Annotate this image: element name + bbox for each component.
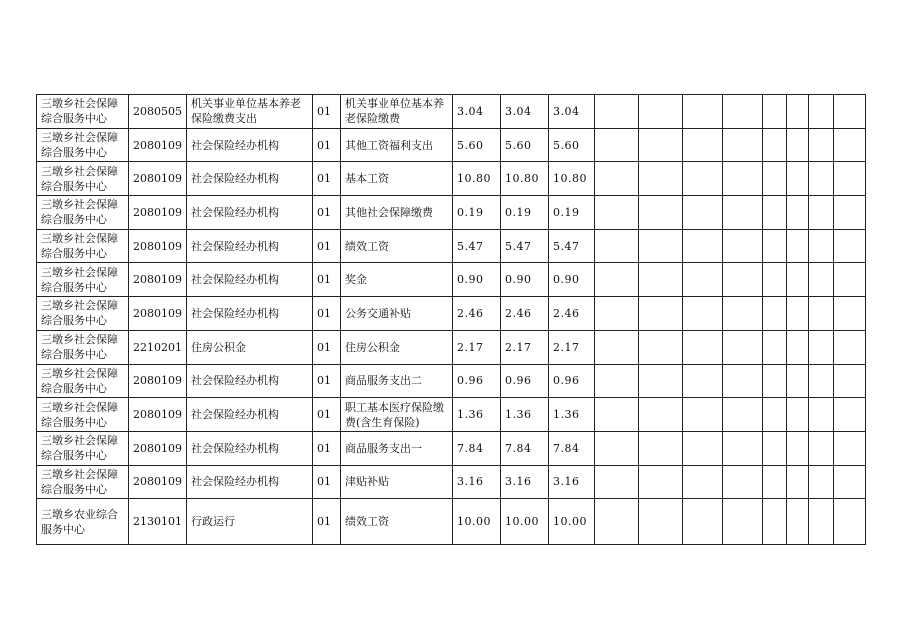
table-row [37, 95, 866, 129]
table-row [37, 364, 866, 398]
empty-cell [809, 465, 834, 499]
amount-cell-2: 10.80 [501, 162, 549, 196]
economic-code-cell: 01 [313, 162, 341, 196]
table-body [37, 95, 866, 545]
empty-cell [763, 95, 787, 129]
economic-code-cell: 01 [313, 95, 341, 129]
amount-cell-3: 1.36 [549, 398, 595, 432]
empty-cell [834, 162, 866, 196]
amount-cell-2: 2.46 [501, 297, 549, 331]
empty-cell [834, 330, 866, 364]
economic-code-cell: 01 [313, 364, 341, 398]
function-name-cell: 社会保险经办机构 [187, 162, 313, 196]
economic-code-cell: 01 [313, 398, 341, 432]
empty-cell [809, 297, 834, 331]
empty-cell [763, 196, 787, 230]
empty-cell [787, 196, 809, 230]
empty-cell [809, 162, 834, 196]
economic-code-cell: 01 [313, 330, 341, 364]
economic-name-cell: 商品服务支出二 [341, 364, 453, 398]
amount-cell-3: 5.47 [549, 229, 595, 263]
economic-name-cell: 绩效工资 [341, 499, 453, 545]
function-code-cell: 2080109 [129, 465, 187, 499]
empty-cell [683, 431, 723, 465]
function-name-cell: 行政运行 [187, 499, 313, 545]
empty-cell [723, 128, 763, 162]
economic-code-cell: 01 [313, 297, 341, 331]
economic-name-cell: 津贴补贴 [341, 465, 453, 499]
amount-cell-3: 3.16 [549, 465, 595, 499]
empty-cell [683, 162, 723, 196]
empty-cell [787, 330, 809, 364]
function-code-cell: 2080109 [129, 229, 187, 263]
table-row [37, 297, 866, 331]
empty-cell [763, 499, 787, 545]
empty-cell [683, 128, 723, 162]
amount-cell-2: 0.96 [501, 364, 549, 398]
org-cell: 三墩乡社会保障综合服务中心 [37, 263, 129, 297]
empty-cell [683, 364, 723, 398]
empty-cell [809, 330, 834, 364]
amount-cell-1: 10.00 [453, 499, 501, 545]
empty-cell [639, 499, 683, 545]
org-cell: 三墩乡社会保障综合服务中心 [37, 364, 129, 398]
empty-cell [787, 162, 809, 196]
economic-code-cell: 01 [313, 229, 341, 263]
empty-cell [683, 499, 723, 545]
amount-cell-3: 10.00 [549, 499, 595, 545]
table-row [37, 162, 866, 196]
empty-cell [639, 364, 683, 398]
empty-cell [595, 364, 639, 398]
empty-cell [595, 95, 639, 129]
empty-cell [683, 263, 723, 297]
function-code-cell: 2080109 [129, 398, 187, 432]
function-name-cell: 住房公积金 [187, 330, 313, 364]
amount-cell-1: 0.19 [453, 196, 501, 230]
empty-cell [809, 95, 834, 129]
empty-cell [595, 263, 639, 297]
amount-cell-2: 1.36 [501, 398, 549, 432]
org-cell: 三墩乡社会保障综合服务中心 [37, 431, 129, 465]
empty-cell [787, 364, 809, 398]
economic-code-cell: 01 [313, 263, 341, 297]
table-row [37, 330, 866, 364]
table-row [37, 196, 866, 230]
empty-cell [834, 95, 866, 129]
function-name-cell: 社会保险经办机构 [187, 465, 313, 499]
empty-cell [639, 162, 683, 196]
amount-cell-3: 3.04 [549, 95, 595, 129]
amount-cell-1: 0.90 [453, 263, 501, 297]
empty-cell [834, 398, 866, 432]
empty-cell [763, 330, 787, 364]
empty-cell [834, 297, 866, 331]
empty-cell [787, 128, 809, 162]
function-name-cell: 社会保险经办机构 [187, 297, 313, 331]
empty-cell [723, 196, 763, 230]
amount-cell-3: 2.17 [549, 330, 595, 364]
empty-cell [763, 162, 787, 196]
table-row [37, 431, 866, 465]
economic-name-cell: 基本工资 [341, 162, 453, 196]
budget-table [36, 94, 866, 545]
org-cell: 三墩乡社会保障综合服务中心 [37, 162, 129, 196]
empty-cell [834, 263, 866, 297]
empty-cell [834, 465, 866, 499]
amount-cell-3: 2.46 [549, 297, 595, 331]
function-code-cell: 2080109 [129, 431, 187, 465]
economic-code-cell: 01 [313, 128, 341, 162]
empty-cell [723, 162, 763, 196]
empty-cell [639, 128, 683, 162]
empty-cell [834, 196, 866, 230]
empty-cell [595, 465, 639, 499]
amount-cell-1: 3.04 [453, 95, 501, 129]
org-cell: 三墩乡社会保障综合服务中心 [37, 297, 129, 331]
empty-cell [595, 330, 639, 364]
amount-cell-3: 7.84 [549, 431, 595, 465]
economic-name-cell: 商品服务支出一 [341, 431, 453, 465]
empty-cell [683, 196, 723, 230]
empty-cell [809, 431, 834, 465]
empty-cell [639, 196, 683, 230]
economic-code-cell: 01 [313, 196, 341, 230]
empty-cell [763, 398, 787, 432]
empty-cell [595, 128, 639, 162]
amount-cell-2: 3.04 [501, 95, 549, 129]
function-name-cell: 社会保险经办机构 [187, 229, 313, 263]
amount-cell-1: 2.17 [453, 330, 501, 364]
empty-cell [723, 95, 763, 129]
empty-cell [809, 364, 834, 398]
empty-cell [723, 364, 763, 398]
economic-name-cell: 职工基本医疗保险缴费(含生育保险) [341, 398, 453, 432]
amount-cell-1: 10.80 [453, 162, 501, 196]
empty-cell [723, 263, 763, 297]
amount-cell-3: 10.80 [549, 162, 595, 196]
empty-cell [639, 95, 683, 129]
table-row [37, 499, 866, 545]
economic-name-cell: 奖金 [341, 263, 453, 297]
empty-cell [639, 229, 683, 263]
empty-cell [723, 499, 763, 545]
empty-cell [787, 229, 809, 263]
function-name-cell: 社会保险经办机构 [187, 431, 313, 465]
empty-cell [763, 431, 787, 465]
empty-cell [834, 499, 866, 545]
function-code-cell: 2080109 [129, 162, 187, 196]
empty-cell [639, 263, 683, 297]
function-code-cell: 2080505 [129, 95, 187, 129]
empty-cell [639, 431, 683, 465]
function-name-cell: 社会保险经办机构 [187, 398, 313, 432]
empty-cell [683, 398, 723, 432]
economic-name-cell: 其他社会保障缴费 [341, 196, 453, 230]
empty-cell [787, 263, 809, 297]
empty-cell [763, 465, 787, 499]
function-code-cell: 2080109 [129, 128, 187, 162]
org-cell: 三墩乡社会保障综合服务中心 [37, 229, 129, 263]
empty-cell [834, 364, 866, 398]
empty-cell [683, 465, 723, 499]
empty-cell [787, 398, 809, 432]
empty-cell [723, 229, 763, 263]
function-code-cell: 2080109 [129, 196, 187, 230]
function-name-cell: 社会保险经办机构 [187, 263, 313, 297]
function-name-cell: 社会保险经办机构 [187, 196, 313, 230]
empty-cell [723, 330, 763, 364]
org-cell: 三墩乡社会保障综合服务中心 [37, 330, 129, 364]
amount-cell-2: 2.17 [501, 330, 549, 364]
economic-code-cell: 01 [313, 499, 341, 545]
empty-cell [763, 229, 787, 263]
function-name-cell: 社会保险经办机构 [187, 364, 313, 398]
amount-cell-1: 7.84 [453, 431, 501, 465]
economic-name-cell: 绩效工资 [341, 229, 453, 263]
table-row [37, 465, 866, 499]
empty-cell [787, 95, 809, 129]
empty-cell [763, 297, 787, 331]
amount-cell-1: 5.60 [453, 128, 501, 162]
empty-cell [683, 229, 723, 263]
economic-name-cell: 其他工资福利支出 [341, 128, 453, 162]
amount-cell-1: 1.36 [453, 398, 501, 432]
function-code-cell: 2130101 [129, 499, 187, 545]
org-cell: 三墩乡社会保障综合服务中心 [37, 95, 129, 129]
empty-cell [595, 162, 639, 196]
empty-cell [683, 330, 723, 364]
table-row [37, 128, 866, 162]
empty-cell [787, 297, 809, 331]
economic-name-cell: 公务交通补贴 [341, 297, 453, 331]
empty-cell [763, 128, 787, 162]
economic-name-cell: 住房公积金 [341, 330, 453, 364]
amount-cell-3: 0.90 [549, 263, 595, 297]
economic-code-cell: 01 [313, 431, 341, 465]
empty-cell [639, 297, 683, 331]
empty-cell [809, 499, 834, 545]
amount-cell-3: 0.96 [549, 364, 595, 398]
empty-cell [763, 364, 787, 398]
amount-cell-1: 5.47 [453, 229, 501, 263]
empty-cell [763, 263, 787, 297]
empty-cell [595, 297, 639, 331]
empty-cell [723, 431, 763, 465]
empty-cell [595, 499, 639, 545]
empty-cell [639, 330, 683, 364]
table-row [37, 229, 866, 263]
function-code-cell: 2210201 [129, 330, 187, 364]
empty-cell [787, 465, 809, 499]
amount-cell-1: 3.16 [453, 465, 501, 499]
empty-cell [809, 128, 834, 162]
empty-cell [723, 398, 763, 432]
function-name-cell: 机关事业单位基本养老保险缴费支出 [187, 95, 313, 129]
empty-cell [595, 229, 639, 263]
empty-cell [595, 398, 639, 432]
empty-cell [787, 431, 809, 465]
table-row [37, 398, 866, 432]
amount-cell-2: 3.16 [501, 465, 549, 499]
function-code-cell: 2080109 [129, 263, 187, 297]
empty-cell [595, 196, 639, 230]
amount-cell-2: 0.90 [501, 263, 549, 297]
empty-cell [834, 431, 866, 465]
amount-cell-2: 5.60 [501, 128, 549, 162]
amount-cell-2: 10.00 [501, 499, 549, 545]
economic-name-cell: 机关事业单位基本养老保险缴费 [341, 95, 453, 129]
empty-cell [639, 465, 683, 499]
empty-cell [809, 398, 834, 432]
empty-cell [809, 229, 834, 263]
org-cell: 三墩乡社会保障综合服务中心 [37, 128, 129, 162]
empty-cell [787, 499, 809, 545]
amount-cell-1: 2.46 [453, 297, 501, 331]
table-row [37, 263, 866, 297]
empty-cell [809, 263, 834, 297]
empty-cell [809, 196, 834, 230]
amount-cell-3: 0.19 [549, 196, 595, 230]
empty-cell [683, 95, 723, 129]
economic-code-cell: 01 [313, 465, 341, 499]
amount-cell-2: 5.47 [501, 229, 549, 263]
org-cell: 三墩乡社会保障综合服务中心 [37, 196, 129, 230]
function-code-cell: 2080109 [129, 364, 187, 398]
empty-cell [834, 128, 866, 162]
empty-cell [834, 229, 866, 263]
amount-cell-1: 0.96 [453, 364, 501, 398]
amount-cell-2: 0.19 [501, 196, 549, 230]
function-name-cell: 社会保险经办机构 [187, 128, 313, 162]
amount-cell-3: 5.60 [549, 128, 595, 162]
org-cell: 三墩乡社会保障综合服务中心 [37, 398, 129, 432]
empty-cell [595, 431, 639, 465]
org-cell: 三墩乡农业综合服务中心 [37, 499, 129, 545]
empty-cell [723, 297, 763, 331]
function-code-cell: 2080109 [129, 297, 187, 331]
org-cell: 三墩乡社会保障综合服务中心 [37, 465, 129, 499]
empty-cell [639, 398, 683, 432]
empty-cell [683, 297, 723, 331]
empty-cell [723, 465, 763, 499]
amount-cell-2: 7.84 [501, 431, 549, 465]
